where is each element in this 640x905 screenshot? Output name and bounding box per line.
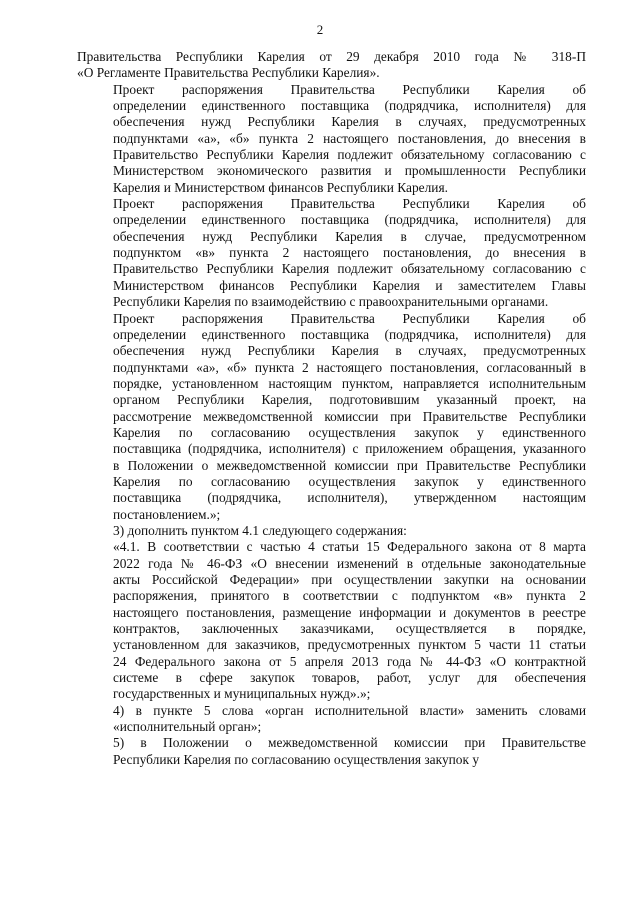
text-line: обеспечения нужд Республики Карелия в случаях, предусмотренных [113,343,586,359]
text-line: Республики Карелия по согласованию осуществления закупок у [113,751,480,767]
text-line: подпунктом «в» пункта 2 настоящего постановления, до внесения в [113,245,586,261]
paragraph [77,311,586,523]
text-line: постановлением.»; [113,506,221,522]
text-line: Правительства Республики Карелия от 29 декабря 2010 года № 318-П [77,49,586,64]
text-line: обеспечения нужд Республики Карелия в случаях, предусмотренных [113,114,586,130]
text-line: определении единственного поставщика (подрядчика, исполнителя) для [113,212,586,228]
text-line: рассмотрение межведомственной комиссии при Правительстве Республики [113,408,586,424]
text-line: определении единственного поставщика (подрядчика, исполнителя) для [113,98,586,114]
text-line: поставщика (подрядчика, исполнителя), утвержденном настоящим [113,490,586,506]
text-line: порядке, установленном настоящим пунктом, направляется исполнительным [113,375,586,391]
text-line: Карелия и Министерством финансов Республики Карелия. [113,179,448,195]
text-line: системе в сфере закупок товаров, работ, услуг для обеспечения [113,670,586,686]
paragraph [77,523,586,539]
text-line: акты Российской Федерации» при осуществлении закупки на основании [113,572,586,587]
text-line: государственных и муниципальных нужд».»; [113,686,371,702]
text-line: органом Республики Карелия, подготовившим указанный проект, на [113,392,586,408]
text-line: 24 Федерального закона от 5 апреля 2013 года № 44-ФЗ «О контрактной [113,653,586,669]
text-line: установленном для заказчиков, предусмотренных пунктом 5 части 11 статьи [113,637,586,653]
text-line: настоящего постановления, размещение информации и документов в реестре [113,604,586,620]
paragraph [77,735,586,768]
text-line: Правительство Республики Карелия подлежит обязательному согласованию с [113,147,586,163]
text-line: 5) в Положении о межведомственной комиссии при Правительстве [113,735,586,751]
paragraph [77,539,586,702]
text-line: 2022 года № 46-ФЗ «О внесении изменений в отдельные законодательные [113,555,586,571]
text-line: в Положении о межведомственной комиссии при Правительстве Республики [113,457,586,473]
text-line: Проект распоряжения Правительства Республики Карелия об [113,81,586,97]
paragraph [77,703,586,736]
text-line: «исполнительный орган»; [113,719,262,735]
document-body [77,49,586,768]
paragraph [77,196,586,310]
text-line: Карелия по согласованию осуществления закупок у единственного [113,424,586,440]
text-line: Правительство Республики Карелия подлежит обязательному согласованию с [113,261,586,277]
text-line: Проект распоряжения Правительства Республики Карелия об [113,310,586,326]
page-number: 2 [316,22,324,37]
paragraph [77,82,586,196]
text-line: Проект распоряжения Правительства Республики Карелия об [113,196,586,212]
text-line: обеспечения нужд Республики Карелия в случае, предусмотренном [113,228,586,244]
text-line: Министерством финансов Республики Карелия и заместителем Главы [113,277,586,293]
text-line: Республики Карелия по взаимодействию с правоохранительными органами. [113,294,549,310]
text-line: распоряжения, принятого в соответствии с подпунктом «в» пункта 2 [113,588,586,604]
text-line: 3) дополнить пунктом 4.1 следующего содержания: [113,522,407,538]
text-line: «4.1. В соответствии с частью 4 статьи 15 Федерального закона от 8 марта [113,539,586,555]
text-line: Министерством экономического развития и промышленности Республики [113,163,586,179]
text-line: контрактов, заключенных заказчиками, осуществляется в порядке, [113,621,586,637]
text-line: подпунктами «а», «б» пункта 2 настоящего постановления, согласованный в [113,359,586,375]
text-line: определении единственного поставщика (подрядчика, исполнителя) для [113,326,586,342]
paragraph [77,49,586,82]
text-line: Карелия по согласованию осуществления закупок у единственного [113,473,586,489]
text-line: 4) в пункте 5 слова «орган исполнительной власти» заменить словами [113,702,586,718]
text-line: «О Регламенте Правительства Республики Карелия». [77,65,380,81]
text-line: поставщика (подрядчика, исполнителя) с приложением обращения, указанного [113,441,586,457]
text-line: подпунктами «а», «б» пункта 2 настоящего постановления, до внесения в [113,130,586,146]
